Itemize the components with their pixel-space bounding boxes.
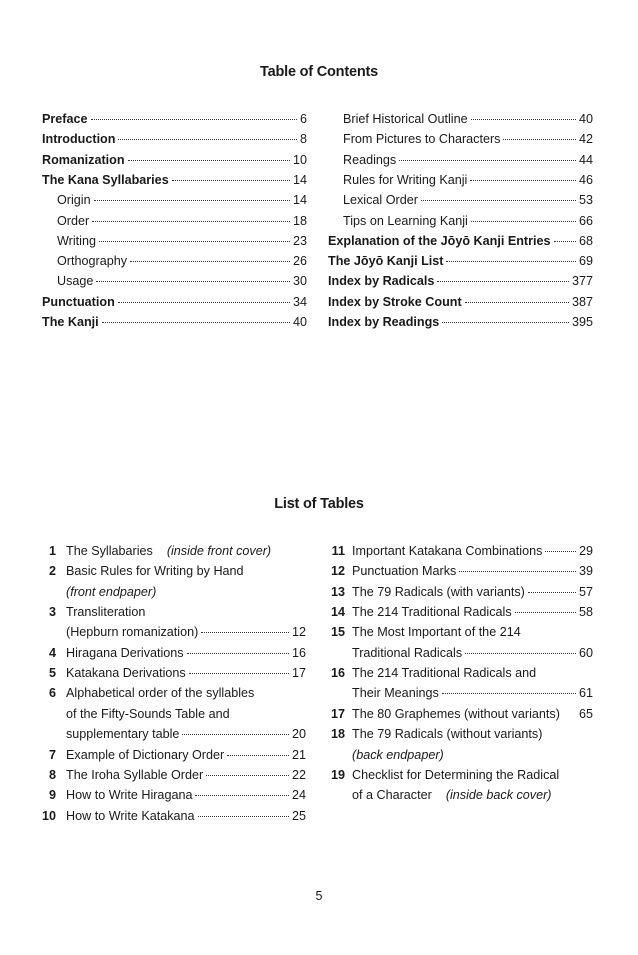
table-entry-title: The 80 Graphemes (without variants) (352, 706, 560, 721)
toc-entry (328, 211, 593, 231)
dot-leader (94, 200, 290, 201)
table-entry-page: 12 (291, 625, 306, 640)
toc-entry-label: Writing (57, 233, 96, 248)
toc-entry-page: 53 (578, 193, 593, 208)
toc-entry-label: Readings (343, 152, 397, 167)
table-entry-location: (inside front cover) (166, 544, 272, 558)
table-entry-title: Example of Dictionary Order (66, 747, 225, 762)
table-entry-title: Katakana Derivations (66, 666, 186, 681)
dot-leader (465, 302, 569, 303)
table-entry-line (66, 724, 306, 744)
table-entry-line (66, 561, 244, 581)
table-entry-title: Hiragana Derivations (66, 645, 184, 660)
table-number: 16 (330, 666, 345, 681)
dot-leader (442, 693, 576, 694)
table-entry-line (352, 622, 521, 642)
table-entry-title: The 79 Radicals (without variants) (352, 727, 543, 742)
dot-leader (92, 221, 290, 222)
dot-leader (96, 281, 290, 282)
toc-entry (42, 292, 307, 312)
table-number: 6 (48, 686, 56, 701)
toc-entry-label: Punctuation (42, 294, 115, 309)
toc-entry (328, 292, 593, 312)
table-entry-title: The 214 Traditional Radicals (352, 605, 512, 620)
dot-leader (503, 139, 576, 140)
toc-entry-label: Romanization (42, 152, 125, 167)
dot-leader (128, 160, 290, 161)
toc-entry-label: From Pictures to Characters (343, 132, 501, 147)
table-entry-title: The Iroha Syllable Order (66, 767, 204, 782)
table-entry-title: of the Fifty-Sounds Table and (66, 706, 230, 721)
toc-entry-page: 46 (578, 172, 593, 187)
table-entry-title: How to Write Katakana (66, 808, 195, 823)
table-entry-page: 22 (291, 767, 306, 782)
table-entry-line (66, 683, 254, 703)
table-entry-line (66, 785, 306, 805)
table-entry-title: of a Character (352, 788, 432, 803)
toc-entry-label: Origin (57, 193, 91, 208)
dot-leader (172, 180, 290, 181)
toc-entry (42, 170, 307, 190)
dot-leader (471, 221, 576, 222)
table-entry-line (352, 602, 593, 622)
dot-leader (515, 612, 576, 613)
toc-entry-page: 23 (292, 233, 307, 248)
table-entry-page: 58 (578, 605, 593, 620)
toc-entry (328, 231, 593, 251)
toc-entry-label: Tips on Learning Kanji (343, 213, 468, 228)
table-number: 14 (330, 605, 345, 620)
toc-entry-page: 377 (571, 274, 593, 289)
table-entry-location: (front endpaper) (66, 584, 157, 599)
toc-entry-label: Order (57, 213, 90, 228)
toc-entry-page: 40 (292, 315, 307, 329)
toc-entry-page: 44 (578, 152, 593, 167)
table-entry-page: 61 (578, 686, 593, 701)
dot-leader (545, 551, 576, 552)
table-entry-line (352, 561, 593, 581)
tables-title: List of Tables (274, 496, 364, 512)
dot-leader (118, 139, 297, 140)
toc-entry-label: Rules for Writing Kanji (343, 172, 468, 187)
table-entry-location: (back endpaper) (352, 747, 444, 762)
toc-entry (42, 312, 307, 332)
table-entry-page: 21 (291, 747, 306, 762)
table-number: 11 (331, 544, 345, 558)
dot-leader (446, 261, 576, 262)
dot-leader (130, 261, 290, 262)
table-entry-line (352, 785, 552, 805)
toc-entry-page: 10 (292, 152, 307, 167)
toc-entry-label: Introduction (42, 132, 116, 147)
table-number: 12 (330, 564, 345, 579)
table-entry-title: Transliteration (66, 605, 146, 620)
toc-entry-page: 6 (299, 112, 307, 126)
toc-entry (328, 251, 593, 271)
table-entry-title: How to Write Hiragana (66, 788, 193, 803)
toc-entry-page: 42 (578, 132, 593, 147)
table-number: 7 (48, 747, 56, 762)
toc-entry-page: 66 (578, 213, 593, 228)
table-entry-line (66, 541, 271, 561)
toc-entry (42, 190, 307, 210)
dot-leader (399, 160, 576, 161)
table-number: 17 (330, 706, 345, 721)
toc-entry (42, 231, 307, 251)
dot-leader (118, 302, 290, 303)
toc-title: Table of Contents (260, 64, 378, 80)
table-entry-page: 20 (291, 727, 306, 742)
toc-entry-label: Preface (42, 112, 88, 126)
table-entry-line (352, 765, 559, 785)
table-entry-title: The Syllabaries (66, 544, 153, 558)
toc-entry-page: 14 (292, 193, 307, 208)
toc-entry-label: Explanation of the Jōyō Kanji Entries (328, 233, 551, 248)
table-entry-page: 39 (578, 564, 593, 579)
dot-leader (201, 632, 289, 633)
table-entry-page: 29 (578, 544, 593, 558)
table-entry-page: 57 (578, 584, 593, 599)
table-entry-page: 25 (291, 808, 306, 823)
dot-leader (187, 653, 289, 654)
table-number: 10 (41, 808, 56, 823)
dot-leader (182, 734, 289, 735)
toc-entry (42, 211, 307, 231)
table-entry-line (66, 806, 306, 826)
table-entry-line (66, 704, 230, 724)
dot-leader (99, 241, 290, 242)
toc-entry (328, 271, 593, 291)
table-entry-line (66, 765, 306, 785)
toc-entry (328, 312, 593, 332)
dot-leader (195, 795, 289, 796)
dot-leader (437, 281, 569, 282)
toc-entry-label: The Kanji (42, 315, 99, 329)
dot-leader (102, 322, 290, 323)
table-entry-page: 65 (578, 706, 593, 721)
toc-entry (328, 129, 593, 149)
toc-entry-label: The Jōyō Kanji List (328, 254, 444, 269)
table-entry-title: Punctuation Marks (352, 564, 457, 579)
table-entry-title: The Most Important of the 214 (352, 625, 521, 640)
toc-entry (42, 150, 307, 170)
dot-leader (198, 816, 289, 817)
dot-leader (227, 755, 289, 756)
table-number: 2 (48, 564, 56, 579)
table-entry-line (66, 745, 306, 765)
table-entry-page: 24 (291, 788, 306, 803)
dot-leader (91, 119, 297, 120)
toc-entry-label: Usage (57, 274, 94, 289)
table-entry-location: (inside back cover) (445, 788, 552, 803)
toc-entry-page: 395 (571, 315, 593, 329)
toc-entry (328, 190, 593, 210)
table-number: 4 (48, 645, 56, 660)
dot-leader (471, 119, 576, 120)
table-entry-page: 60 (578, 645, 593, 660)
toc-entry-page: 14 (292, 172, 307, 187)
toc-entry-page: 387 (571, 294, 593, 309)
toc-entry (42, 109, 307, 129)
toc-entry-page: 30 (292, 274, 307, 289)
table-entry-title: supplementary table (66, 727, 180, 742)
toc-entry-label: Index by Stroke Count (328, 294, 462, 309)
toc-entry (328, 109, 593, 129)
toc-entry (328, 170, 593, 190)
dot-leader (189, 673, 289, 674)
table-entry-line (352, 745, 444, 765)
table-entry-page: 16 (291, 645, 306, 660)
table-entry-title: Important Katakana Combinations (352, 544, 543, 558)
table-entry-line (352, 663, 536, 683)
table-number: 15 (330, 625, 345, 640)
dot-leader (442, 322, 569, 323)
dot-leader (459, 571, 576, 572)
dot-leader (421, 200, 576, 201)
table-entry-line (352, 582, 593, 602)
table-entry-title: Checklist for Determining the Radical (352, 767, 560, 782)
table-entry-title: Their Meanings (352, 686, 439, 701)
table-number: 1 (48, 544, 56, 558)
table-entry-line (66, 663, 306, 683)
toc-entry (42, 251, 307, 271)
table-number: 13 (330, 584, 345, 599)
dot-leader (465, 653, 576, 654)
table-entry-line (352, 724, 542, 744)
table-entry-line (66, 622, 306, 642)
table-entry-line (352, 704, 593, 724)
table-entry-title: (Hepburn romanization) (66, 625, 199, 640)
table-entry-title: Alphabetical order of the syllables (66, 686, 255, 701)
toc-entry-label: Lexical Order (343, 193, 418, 208)
table-number: 8 (48, 767, 56, 782)
table-entry-line (352, 541, 593, 561)
toc-entry (328, 150, 593, 170)
toc-entry-label: Index by Readings (328, 315, 440, 329)
toc-entry-page: 68 (578, 233, 593, 248)
table-entry-line (66, 602, 145, 622)
dot-leader (206, 775, 289, 776)
table-entry-title: Traditional Radicals (352, 645, 463, 660)
table-number: 5 (48, 666, 56, 681)
toc-entry-label: Index by Radicals (328, 274, 435, 289)
toc-entry-label: Orthography (57, 254, 128, 269)
table-number: 19 (330, 767, 345, 782)
table-entry-line (66, 582, 156, 602)
table-entry-title: The 214 Traditional Radicals and (352, 666, 537, 681)
table-entry-line (352, 643, 593, 663)
dot-leader (528, 592, 576, 593)
toc-entry-page: 8 (299, 132, 307, 147)
table-entry-title: Basic Rules for Writing by Hand (66, 564, 244, 579)
toc-entry-page: 26 (292, 254, 307, 269)
table-number: 9 (48, 788, 56, 803)
toc-entry-label: The Kana Syllabaries (42, 172, 169, 187)
toc-entry-page: 40 (578, 112, 593, 126)
table-number: 3 (48, 605, 56, 620)
toc-entry-label: Brief Historical Outline (343, 112, 468, 126)
toc-entry (42, 271, 307, 291)
table-number: 18 (330, 727, 345, 742)
table-entry-page: 17 (291, 666, 306, 681)
table-entry-line (66, 643, 306, 663)
toc-entry (42, 129, 307, 149)
toc-entry-page: 34 (292, 294, 307, 309)
table-entry-title: The 79 Radicals (with variants) (352, 584, 525, 599)
table-entry-line (352, 683, 593, 703)
dot-leader (554, 241, 576, 242)
dot-leader (470, 180, 576, 181)
toc-entry-page: 69 (578, 254, 593, 269)
toc-entry-page: 18 (292, 213, 307, 228)
page-number: 5 (315, 889, 323, 903)
